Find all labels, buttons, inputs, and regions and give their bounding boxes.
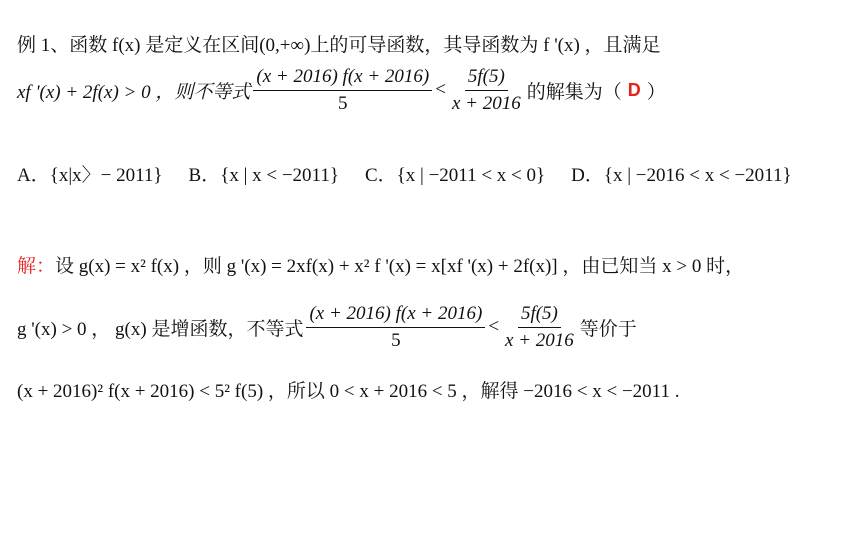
- less-than-sign: <: [435, 79, 446, 101]
- question-tail: 的解集为（: [526, 81, 622, 103]
- solution-text-2: g '(x) > 0 ， g(x) 是增函数，不等式: [17, 318, 304, 340]
- fraction-right-numerator: 5f(5): [465, 66, 508, 91]
- solution-fraction-left: [306, 303, 485, 352]
- solution-fraction-left-numerator: (x + 2016) f(x + 2016): [306, 303, 485, 328]
- solution-equivalent: 等价于: [579, 318, 637, 340]
- solution-text-3: (x + 2016)² f(x + 2016) < 5² f(5) ，所以 0 < x + 2016 < 5 ，解得 −2016 < x < −2011 .: [17, 381, 680, 402]
- close-paren: ）: [646, 81, 666, 103]
- option-c: C．{x | −2011 < x < 0}: [364, 165, 546, 186]
- fraction-left-denominator: 5: [338, 92, 348, 114]
- solution-text-1: 设 g(x) = x² f(x) ，则 g '(x) = 2xf(x) + x² f '(x) = x[xf '(x) + 2f(x)] ，由已知当 x > 0 时，: [55, 256, 745, 277]
- condition-inequality: xf '(x) + 2f(x) > 0 ，则不等式: [17, 81, 251, 103]
- answer-letter: D: [627, 79, 641, 100]
- solution-line-2: [17, 303, 637, 352]
- fraction-right: [449, 66, 524, 115]
- fraction-right-denominator: x + 2016: [451, 92, 521, 114]
- option-a: A．{x|x〉− 2011}: [17, 165, 163, 186]
- solution-fraction-right-numerator: 5f(5): [518, 303, 561, 328]
- fraction-left: [253, 66, 432, 115]
- option-b: B．{x | x < −2011}: [188, 165, 339, 186]
- solution-fraction-right: [502, 303, 577, 352]
- fraction-left-numerator: (x + 2016) f(x + 2016): [253, 66, 432, 91]
- option-d: D．{x | −2016 < x < −2011}: [571, 165, 792, 186]
- solution-line-3: [17, 376, 679, 403]
- solution-fraction-left-denominator: 5: [391, 329, 401, 351]
- problem-line-2: [17, 66, 666, 115]
- options-row: [17, 160, 818, 187]
- problem-line-1: [17, 30, 661, 57]
- solution-label: 解：: [17, 256, 56, 277]
- problem-text: 例 1、函数 f(x) 是定义在区间(0,+∞)上的可导函数，其导函数为 f '(x) ，且满足: [17, 35, 661, 56]
- solution-fraction-right-denominator: x + 2016: [505, 329, 574, 351]
- solution-line-1: [17, 251, 744, 278]
- solution-less-than: <: [488, 316, 500, 338]
